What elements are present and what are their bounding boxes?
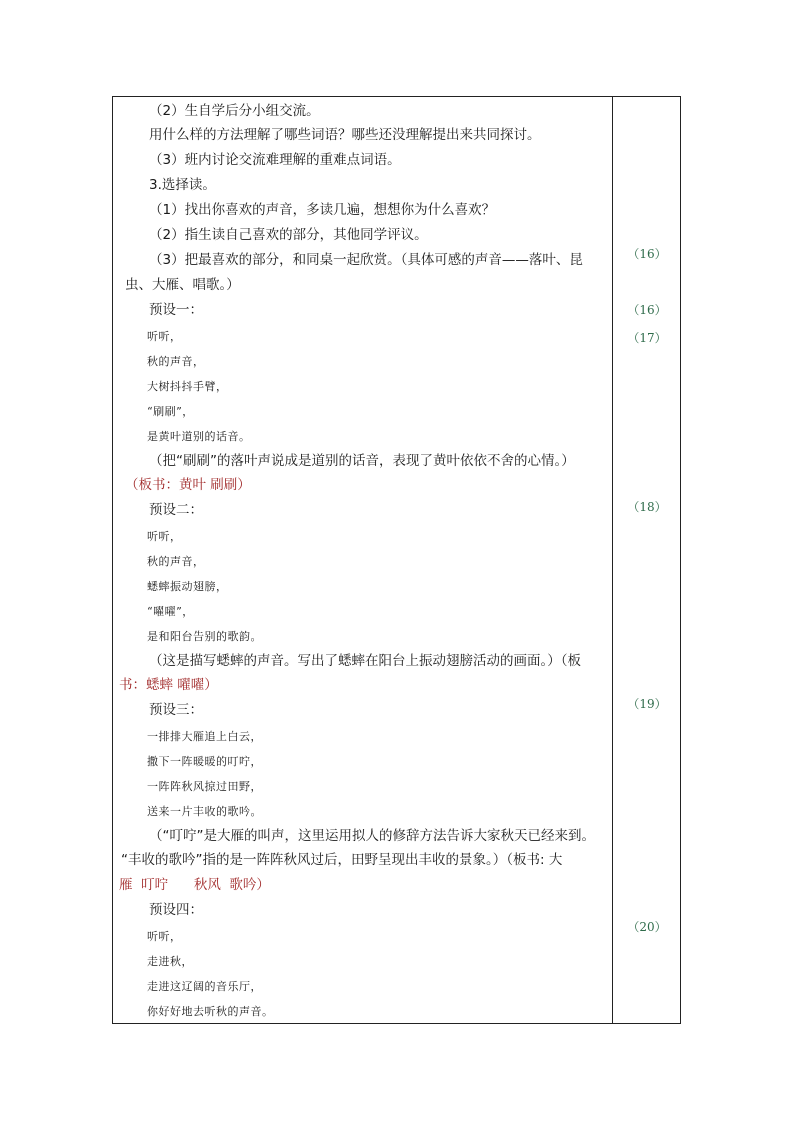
poem-line: 走进秋， bbox=[147, 955, 193, 968]
poem-line: 蟋蟀振动翅膀， bbox=[147, 580, 228, 593]
poem-line: 送来一片丰收的歌吟。 bbox=[147, 805, 262, 818]
board-note: 书：蟋蟀 嚁嚁） bbox=[119, 677, 218, 693]
text-line: （3）班内讨论交流难理解的重难点词语。 bbox=[149, 152, 401, 168]
poem-line: 撒下一阵暖暖的叮咛， bbox=[147, 755, 262, 768]
poem-line: 秋的声音， bbox=[147, 355, 205, 368]
text-line: （“叮咛”是大雁的叫声，这里运用拟人的修辞方法告诉大家秋天已经来到。 bbox=[149, 828, 595, 844]
margin-note: （20） bbox=[627, 920, 667, 934]
text-line: 预设三： bbox=[149, 702, 203, 718]
text-line: （这是描写蟋蟀的声音。写出了蟋蟀在阳台上振动翅膀活动的画面。）（板 bbox=[149, 653, 581, 669]
margin-note: （16） bbox=[627, 247, 667, 261]
margin-note: （18） bbox=[627, 500, 667, 514]
poem-line: 听听， bbox=[147, 330, 182, 343]
poem-line: 你好好地去听秋的声音。 bbox=[147, 1005, 274, 1018]
text-line: 用什么样的方法理解了哪些词语？哪些还没理解提出来共同探讨。 bbox=[149, 127, 541, 143]
text-line: （把“刷刷”的落叶声说成是道别的话音，表现了黄叶依依不舍的心情。） bbox=[149, 453, 575, 469]
poem-line: 走进这辽阔的音乐厅， bbox=[147, 980, 262, 993]
text-line: 3.选择读。 bbox=[149, 177, 216, 193]
margin-note: （16） bbox=[627, 303, 667, 317]
poem-line: 是和阳台告别的歌韵。 bbox=[147, 630, 262, 643]
poem-line: 听听， bbox=[147, 930, 182, 943]
board-note: 雁 叮咛 秋风 歌吟） bbox=[119, 877, 270, 893]
poem-line: 听听， bbox=[147, 530, 182, 543]
poem-line: 是黄叶道别的话音。 bbox=[147, 430, 251, 443]
poem-line: “刷刷”， bbox=[147, 405, 194, 418]
board-note: （板书：黄叶 刷刷） bbox=[125, 477, 251, 493]
text-line: “丰收的歌吟”指的是一阵阵秋风过后，田野呈现出丰收的景象。）（板书: 大 bbox=[121, 852, 563, 868]
text-line: （1）找出你喜欢的声音，多读几遍，想想你为什么喜欢？ bbox=[149, 202, 496, 218]
text-line: （3）把最喜欢的部分，和同桌一起欣赏。（具体可感的声音——落叶、昆 bbox=[149, 252, 583, 268]
margin-note: （19） bbox=[627, 697, 667, 711]
text-line: 虫、大雁、唱歌。） bbox=[125, 277, 240, 293]
text-line: （2）指生读自己喜欢的部分，其他同学评议。 bbox=[149, 227, 428, 243]
text-line: （2）生自学后分小组交流。 bbox=[149, 103, 320, 119]
text-line: 预设四： bbox=[149, 902, 203, 918]
column-divider bbox=[612, 97, 613, 1023]
lesson-table bbox=[112, 96, 681, 1024]
margin-note: （17） bbox=[627, 331, 667, 345]
text-line: 预设二： bbox=[149, 502, 203, 518]
poem-line: 一阵阵秋风掠过田野， bbox=[147, 780, 262, 793]
text-line: 预设一： bbox=[149, 302, 203, 318]
poem-line: 秋的声音， bbox=[147, 555, 205, 568]
poem-line: 一排排大雁追上白云， bbox=[147, 730, 262, 743]
poem-line: “嚁嚁”， bbox=[147, 605, 194, 618]
poem-line: 大树抖抖手臂， bbox=[147, 380, 228, 393]
